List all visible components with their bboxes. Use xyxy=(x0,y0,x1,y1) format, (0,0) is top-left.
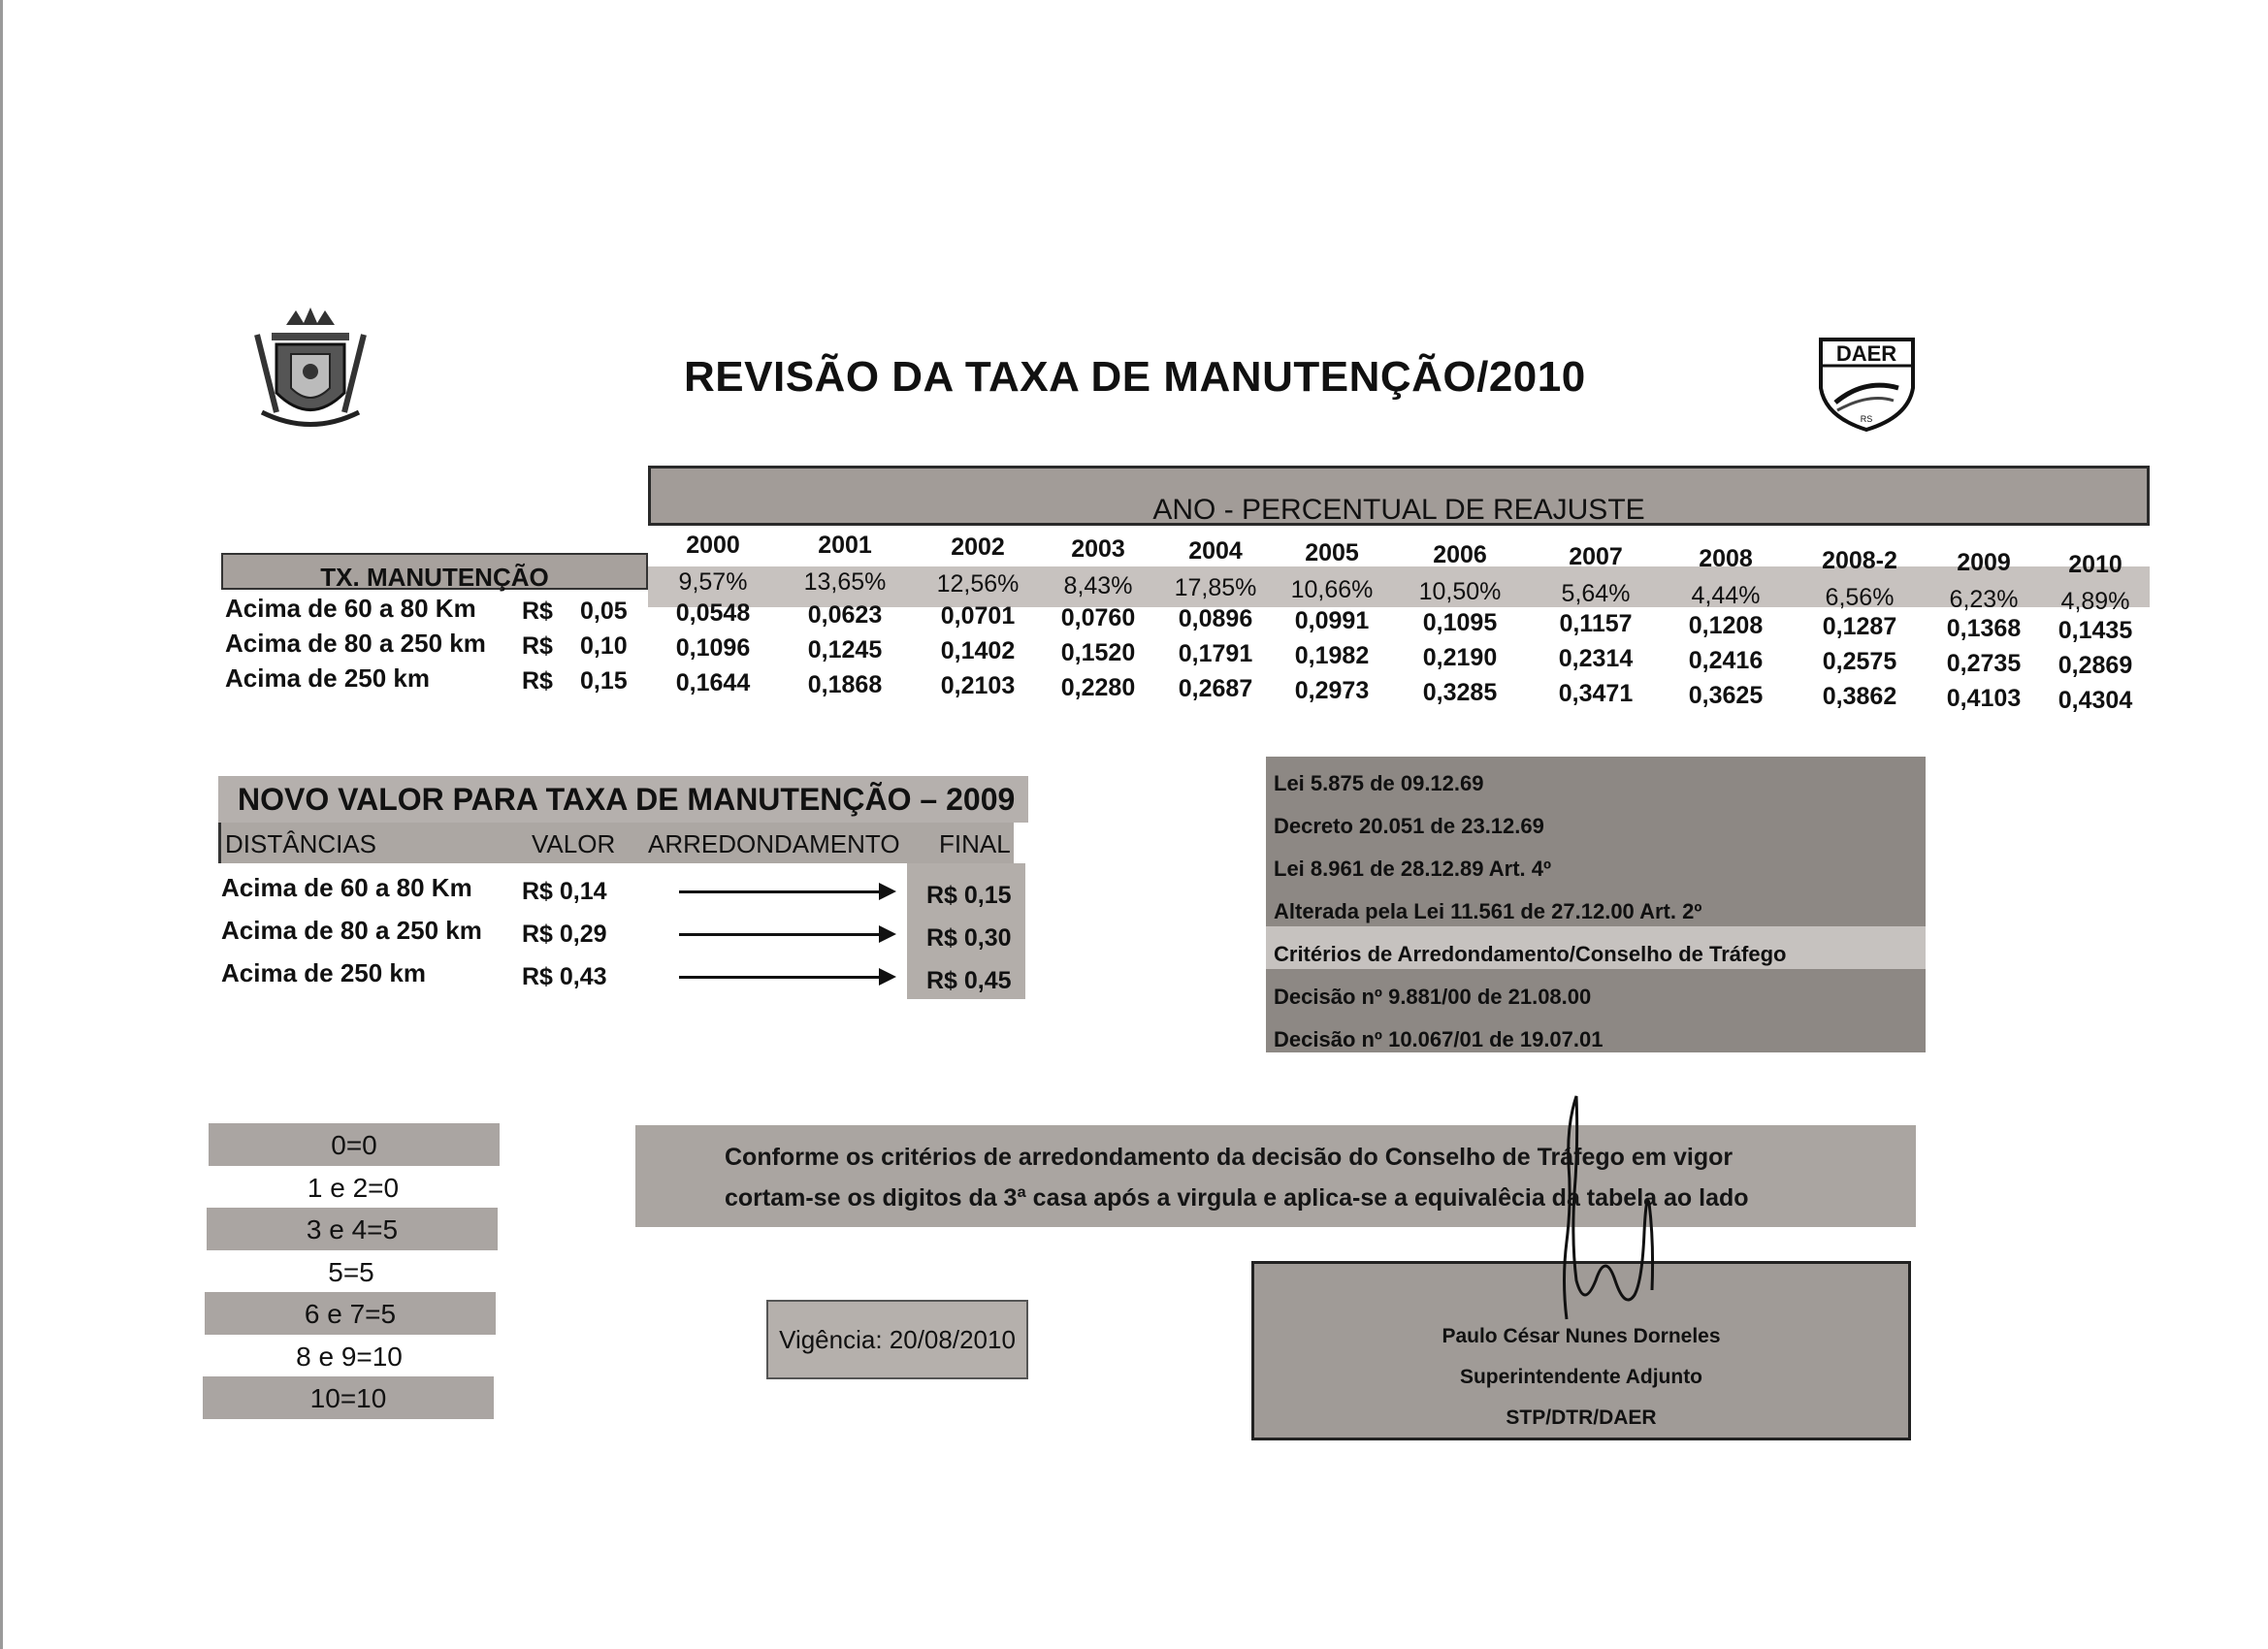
year-8: 2008 xyxy=(1699,545,1753,572)
percent-9: 6,56% xyxy=(1825,584,1895,611)
row-base-value: 0,05 xyxy=(580,598,628,625)
note-line-1: Conforme os critérios de arredondamento da decisão do Conselho de Tráfego em vigor xyxy=(725,1144,1733,1171)
percent-10: 6,23% xyxy=(1949,586,2019,613)
year-5: 2005 xyxy=(1305,539,1359,566)
table-cell: 0,0991 xyxy=(1294,607,1370,634)
col-valor: VALOR xyxy=(532,829,616,858)
novo-row-final: R$ 0,45 xyxy=(926,967,1012,994)
legal-reference: Critérios de Arredondamento/Conselho de Tráfego xyxy=(1274,942,1787,966)
table-cell: 0,1096 xyxy=(675,634,751,662)
daer-logo-text: DAER xyxy=(1835,341,1897,366)
legal-reference: Decreto 20.051 de 23.12.69 xyxy=(1274,814,1544,838)
novo-row-label: Acima de 60 a 80 Km xyxy=(221,873,472,902)
table-cell: 0,1982 xyxy=(1294,642,1370,669)
table-cell: 0,0623 xyxy=(807,600,883,629)
table-cell: 0,1791 xyxy=(1178,640,1253,668)
novo-row-label: Acima de 250 km xyxy=(221,958,427,987)
table-cell: 0,4103 xyxy=(1946,685,2022,712)
col-final: FINAL xyxy=(939,829,1011,858)
table-cell: 0,0760 xyxy=(1060,603,1136,631)
handwritten-signature xyxy=(1508,1086,1702,1329)
rounding-rule: 5=5 xyxy=(328,1256,374,1287)
year-percent-header: ANO - PERCENTUAL DE REAJUSTE xyxy=(648,466,2150,526)
novo-valor-title: NOVO VALOR PARA TAXA DE MANUTENÇÃO – 2009 xyxy=(218,776,1028,823)
row-base-value: 0,10 xyxy=(580,632,628,660)
legal-reference: Decisão nº 9.881/00 de 21.08.00 xyxy=(1274,985,1592,1009)
table-cell: 0,1644 xyxy=(675,669,751,696)
rounding-rule: 0=0 xyxy=(209,1123,500,1166)
row-base-value: 0,15 xyxy=(580,667,628,695)
percent-1: 13,65% xyxy=(803,568,887,596)
row-label: Acima de 60 a 80 Km xyxy=(225,594,476,623)
rounding-rule: 3 e 4=5 xyxy=(207,1208,498,1250)
legal-reference: Alterada pela Lei 11.561 de 27.12.00 Art. 2º xyxy=(1274,899,1702,923)
table-cell: 0,1245 xyxy=(807,635,883,663)
table-cell: 0,2687 xyxy=(1178,675,1253,703)
table-cell: 0,2416 xyxy=(1688,646,1764,674)
table-cell: 0,0548 xyxy=(675,599,751,627)
rounding-rule: 8 e 9=10 xyxy=(296,1341,403,1372)
year-11: 2010 xyxy=(2068,551,2122,578)
rounding-rule: 10=10 xyxy=(203,1376,494,1419)
novo-row-final: R$ 0,30 xyxy=(926,924,1012,952)
signatory-role: Superintendente Adjunto xyxy=(1459,1366,1703,1388)
year-3: 2003 xyxy=(1071,535,1125,563)
percent-2: 12,56% xyxy=(936,570,1020,598)
row-currency: R$ xyxy=(522,598,553,625)
table-cell: 0,2280 xyxy=(1060,673,1136,701)
table-cell: 0,2735 xyxy=(1946,650,2022,677)
table-cell: 0,1368 xyxy=(1946,615,2022,642)
table-cell: 0,2575 xyxy=(1822,648,1897,676)
year-9: 2008-2 xyxy=(1822,547,1897,574)
table-cell: 0,0701 xyxy=(940,602,1016,630)
col-arredondamento: ARREDONDAMENTO xyxy=(648,829,900,858)
year-4: 2004 xyxy=(1188,537,1243,565)
novo-valor-column-headers xyxy=(218,823,1014,863)
percent-8: 4,44% xyxy=(1691,582,1761,609)
col-distancias: DISTÂNCIAS xyxy=(225,829,377,858)
row-label: Acima de 250 km xyxy=(225,663,431,693)
percent-5: 10,66% xyxy=(1290,576,1374,603)
rounding-arrow-icon xyxy=(679,890,892,893)
vigencia-date: Vigência: 20/08/2010 xyxy=(766,1300,1028,1379)
table-cell: 0,3625 xyxy=(1688,681,1764,709)
table-cell: 0,1520 xyxy=(1060,638,1136,666)
rounding-rule: 1 e 2=0 xyxy=(307,1172,400,1203)
rounding-criteria-note xyxy=(635,1125,1916,1227)
table-cell: 0,1435 xyxy=(2057,616,2133,644)
rounding-rule: 6 e 7=5 xyxy=(205,1292,496,1335)
daer-logo-icon xyxy=(1816,335,1918,432)
row-label: Acima de 80 a 250 km xyxy=(225,629,486,658)
table-cell: 0,1208 xyxy=(1688,611,1764,639)
note-line-2: cortam-se os digitos da 3ª casa após a virgula e aplica-se a equivalêcia da tabela ao lado xyxy=(725,1184,1749,1212)
state-crest-icon xyxy=(247,306,373,436)
table-cell: 0,3862 xyxy=(1822,683,1897,711)
table-cell: 0,1402 xyxy=(940,637,1016,665)
year-7: 2007 xyxy=(1569,543,1623,570)
table-cell: 0,2190 xyxy=(1422,643,1498,671)
percent-6: 10,50% xyxy=(1418,578,1502,605)
percent-3: 8,43% xyxy=(1063,572,1133,599)
table-cell: 0,3285 xyxy=(1422,678,1498,706)
table-cell: 0,2314 xyxy=(1558,645,1634,673)
table-cell: 0,1287 xyxy=(1822,613,1897,641)
table-cell: 0,1868 xyxy=(807,670,883,698)
percent-11: 4,89% xyxy=(2060,588,2130,615)
table-cell: 0,3471 xyxy=(1558,680,1634,708)
table-cell: 0,0896 xyxy=(1178,605,1253,633)
table-cell: 0,2103 xyxy=(940,672,1016,700)
rounding-arrow-icon xyxy=(679,976,892,979)
novo-row-valor: R$ 0,43 xyxy=(522,963,607,990)
daer-logo-subtext: RS xyxy=(1860,414,1873,424)
novo-row-valor: R$ 0,14 xyxy=(522,878,607,905)
year-2: 2002 xyxy=(951,534,1005,561)
percent-7: 5,64% xyxy=(1561,580,1631,607)
table-cell: 0,2869 xyxy=(2057,651,2133,679)
signatory-name: Paulo César Nunes Dorneles xyxy=(1442,1325,1721,1347)
novo-row-valor: R$ 0,29 xyxy=(522,921,607,948)
novo-row-label: Acima de 80 a 250 km xyxy=(221,916,482,945)
novo-row-final: R$ 0,15 xyxy=(926,882,1012,909)
table-cell: 0,1157 xyxy=(1559,610,1633,638)
year-1: 2001 xyxy=(818,532,872,559)
row-currency: R$ xyxy=(522,667,553,695)
table-cell: 0,1095 xyxy=(1422,608,1498,636)
legal-reference: Lei 5.875 de 09.12.69 xyxy=(1274,771,1484,795)
tx-manutencao-header: TX. MANUTENÇÃO xyxy=(221,553,648,590)
year-10: 2009 xyxy=(1957,549,2011,576)
legal-reference: Lei 8.961 de 28.12.89 Art. 4º xyxy=(1274,857,1552,881)
table-cell: 0,4304 xyxy=(2057,686,2133,714)
percent-0: 9,57% xyxy=(678,568,748,596)
row-currency: R$ xyxy=(522,632,553,660)
page-title: REVISÃO DA TAXA DE MANUTENÇÃO/2010 xyxy=(684,353,1586,401)
signatory-unit: STP/DTR/DAER xyxy=(1506,1406,1657,1429)
scan-edge xyxy=(0,0,3,1649)
percent-4: 17,85% xyxy=(1174,574,1257,601)
rounding-arrow-icon xyxy=(679,933,892,936)
table-cell: 0,2973 xyxy=(1294,677,1370,704)
year-6: 2006 xyxy=(1433,541,1487,568)
legal-reference: Decisão nº 10.067/01 de 19.07.01 xyxy=(1274,1027,1604,1051)
year-0: 2000 xyxy=(686,532,740,559)
